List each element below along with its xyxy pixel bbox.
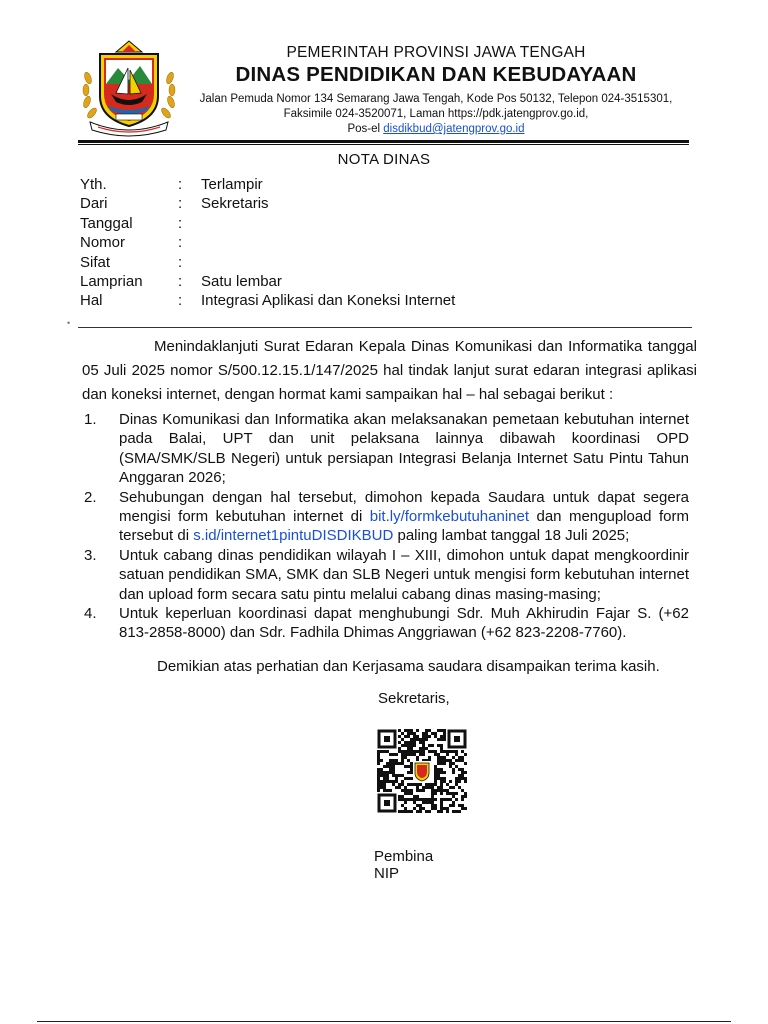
field-label: Yth. [80,176,107,193]
list-text-part: dan mengupload form tersebut di [119,508,689,545]
address-line-2: Faksimile 024-3520071, Laman https://pdk.jatengprov.go.id, [283,108,589,120]
list-item [82,604,689,643]
upload-link[interactable]: s.id/internet1pintuDISDIKBUD [193,527,394,545]
form-link[interactable]: bit.ly/formkebutuhaninet [369,508,530,526]
field-value: Sekretaris [201,195,269,213]
field-label: Dari [80,195,108,213]
letterhead-rule-thin [78,144,689,145]
list-number: 3. [84,546,97,564]
office-address [186,92,686,137]
field-row-nomor [80,233,680,252]
numbered-list [82,410,689,643]
field-row-hal [80,291,680,310]
signatory-nip: NIP [374,865,400,882]
list-text: Dinas Komunikasi dan Informatika akan melaksanakan pemetaan kebutuhan internet pada Balai, UPT dan unit pelaksana lainnya dibawah koordinasi OPD (SMA/SMK/SLB Negeri) untuk persiapan Integrasi Belanja Internet Satu Pintu Tahun Anggaran 2026; [119,411,689,487]
list-text: Untuk keperluan koordinasi dapat menghubungi Sdr. Muh Akhirudin Fajar S. (+62 813-2858-8000) dan Sdr. Fadhila Dhimas Anggriawan (+62 823-2208-7760). [119,605,689,642]
government-name: PEMERINTAH PROVINSI JAWA TENGAH [286,44,586,61]
letterhead-rule-thick [78,140,689,143]
field-row-lampiran [80,272,680,291]
field-colon: : [178,253,183,271]
field-label: Hal [80,292,103,310]
address-line-3 [186,122,686,137]
margin-mark: • [67,318,71,328]
list-number: 2. [84,488,97,506]
field-colon: : [178,272,183,290]
list-item [82,410,689,488]
list-text-part: Sehubungan dengan hal tersebut, dimohon kepada Saudara untuk dapat segera mengisi form kebutuhan internet di [119,488,689,526]
field-label: Lamprian [80,272,143,290]
office-name: DINAS PENDIDIKAN DAN KEBUDAYAAN [235,63,637,86]
field-colon: : [178,214,183,232]
field-value: Satu lembar [201,272,282,290]
field-row-sifat [80,253,680,272]
list-number: 1. [84,411,97,428]
field-colon: : [178,176,183,193]
field-colon: : [178,234,183,252]
email-prefix: Pos-el [347,123,384,135]
field-row-yth [80,175,680,194]
memo-fields [80,175,680,311]
letterhead [186,44,686,137]
field-row-dari [80,194,680,213]
signatory-title: Sekretaris, [378,690,450,707]
field-label: Tanggal [80,214,133,232]
email-link[interactable]: disdikbud@jatengprov.go.id [383,123,525,135]
document-title: NOTA DINAS [337,151,431,168]
field-colon: : [178,195,183,213]
list-text: Untuk cabang dinas pendidikan wilayah I – XIII, dimohon untuk dapat mengkoordinir satuan pendidikan SMA, SMK dan SLB Negeri untuk mengisi form kebutuhan internet dan upload form secara satu pintu melalui cabang dinas masing-masing; [119,546,689,603]
intro-paragraph [82,335,697,407]
list-item [82,488,689,546]
field-colon: : [178,292,183,310]
footer-rule [37,1021,731,1022]
closing-paragraph: Demikian atas perhatian dan Kerjasama saudara disampaikan terima kasih. [157,658,660,675]
signatory-rank: Pembina [374,848,434,865]
field-label: Sifat [80,253,111,271]
list-item [82,546,689,604]
field-row-tanggal [80,214,680,233]
field-label: Nomor [80,234,126,252]
field-value: Terlampir [201,176,263,193]
list-number: 4. [84,605,97,623]
header-separator [78,327,692,328]
intro-text: Menindaklanjuti Surat Edaran Kepala Dinas Komunikasi dan Informatika tanggal 05 Juli 2025 nomor S/500.12.15.1/147/2025 hal tindak lanjut surat edaran integrasi aplikasi dan koneksi internet, dengan hormat kami sampaikan hal – hal sebagai berikut : [82,338,697,403]
coat-of-arms-icon [78,38,180,138]
qr-code-icon [377,729,467,813]
list-text-part: paling lambat tanggal 18 Juli 2025; [393,527,630,545]
field-value: Integrasi Aplikasi dan Koneksi Internet [201,292,456,310]
address-line-1: Jalan Pemuda Nomor 134 Semarang Jawa Tengah, Kode Pos 50132, Telepon 024-3515301, [199,93,673,105]
